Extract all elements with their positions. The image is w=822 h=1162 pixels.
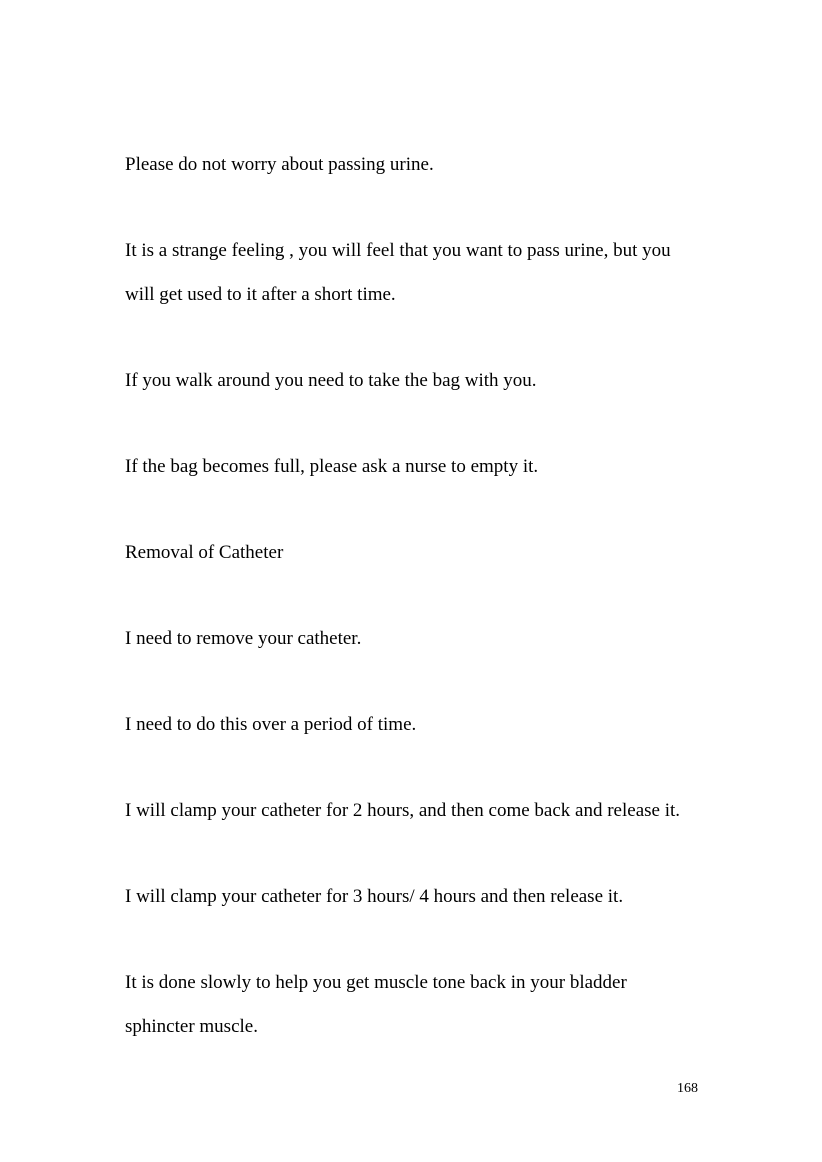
section-heading-removal-of-catheter: Removal of Catheter bbox=[125, 542, 284, 563]
page-number: 168 bbox=[677, 1081, 698, 1096]
paragraph-walk-around: If you walk around you need to take the bag with you. bbox=[125, 370, 537, 391]
paragraph-passing-urine: Please do not worry about passing urine. bbox=[125, 154, 434, 175]
paragraph-clamp-2-hours: I will clamp your catheter for 2 hours, and then come back and release it. bbox=[125, 800, 681, 821]
paragraph-bag-full: If the bag becomes full, please ask a nurse to empty it. bbox=[125, 456, 539, 477]
paragraph-period-of-time: I need to do this over a period of time. bbox=[125, 714, 417, 735]
paragraph-strange-feeling-line-1: It is a strange feeling , you will feel that you want to pass urine, but you bbox=[125, 240, 671, 261]
paragraph-clamp-3-4-hours: I will clamp your catheter for 3 hours/ 4 hours and then release it. bbox=[125, 886, 624, 907]
paragraph-muscle-tone-line-1: It is done slowly to help you get muscle tone back in your bladder bbox=[125, 972, 627, 993]
paragraph-remove-catheter: I need to remove your catheter. bbox=[125, 628, 362, 649]
paragraph-strange-feeling-line-2: will get used to it after a short time. bbox=[125, 284, 396, 305]
paragraph-muscle-tone-line-2: sphincter muscle. bbox=[125, 1016, 258, 1037]
